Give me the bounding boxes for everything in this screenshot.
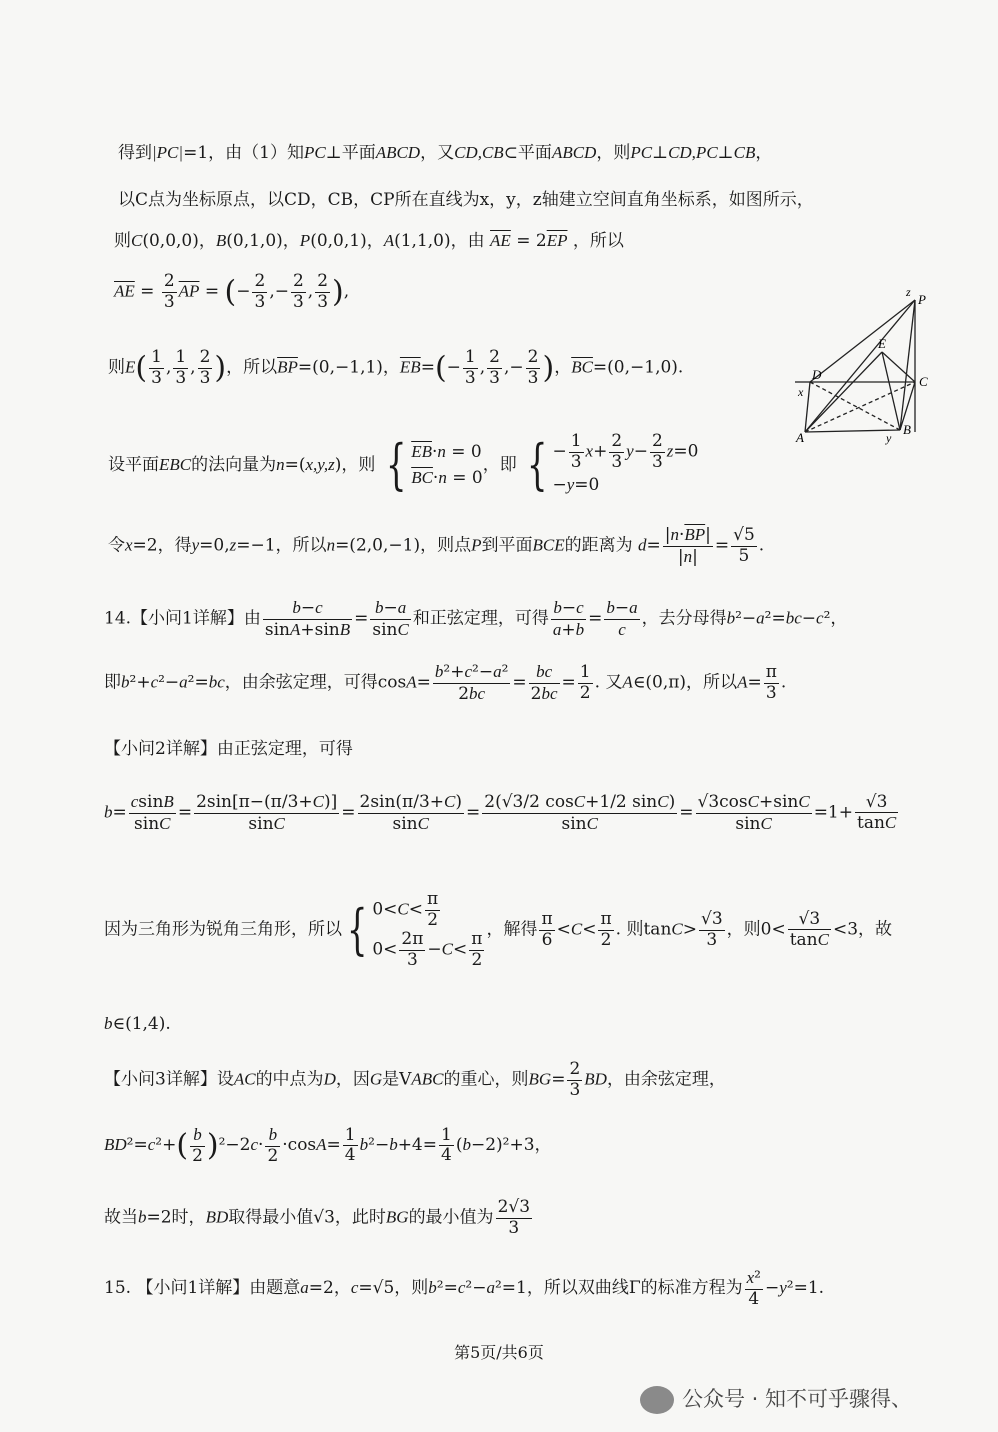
text-line-7: 令x=2，得y=0,z=−1，所以n=(2,0,−1)，则点P到平面BCE的距离为 d= $\frac{|n\cdot\overline{BP}|}{|n|}$ = $\frac{√5}{5}$ . (108, 525, 765, 567)
text-line-3: 则C(0,0,0)，B(0,1,0)，P(0,0,1)，A(1,1,0)，由 $\overline{AE} = 2\overline{EP}$ ，所以 (114, 231, 624, 251)
label-D: D (812, 367, 822, 382)
text-line-4: $\overline{AE}$ = $\frac{2}{3}$ $\overline{AP}$ = (− $\frac{2}{3}$ ,− $\frac{2}{3}$ , $\frac{2}{3}$ ), (114, 271, 350, 312)
text-line-13: b∈(1,4). (104, 1014, 171, 1034)
label-x: x (798, 385, 804, 399)
text-line-8: 14.【小问1详解】由 $\frac{b-c}{\sin A+\sin B}$ = $\frac{b-a}{\sin C}$ 和正弦定理，可得 $\frac{b-c}{a+b}$ = $\frac{b-a}{c}$ ，去分母得b²−a²=bc−c²， (104, 598, 848, 640)
label-B: B (903, 422, 911, 437)
label-C: C (919, 374, 928, 389)
watermark: 公众号 · 知不可乎骤得、 (640, 1383, 912, 1414)
page-footer: 第5页/共6页 (454, 1343, 544, 1362)
text-line-10: 【小问2详解】由正弦定理，可得 (104, 739, 353, 759)
wechat-icon (640, 1386, 674, 1414)
label-A: A (796, 430, 804, 445)
text-line-15: BD²=c²+( $\frac{b}{2}$ )²−2c· $\frac{b}{2}$ ·cosA= $\frac{1}{4}$ b²−b+4= $\frac{1}{4}$ (b−2)²+3， (104, 1124, 552, 1166)
text-line-9: 即b²+c²−a²=bc，由余弦定理，可得cosA= $\frac{\text{b²+c²−a²}}{2bc}$ = $\frac{bc}{2bc}$ = $\frac{1}{2}$ . 又A∈(0,π)，所以A= $\frac{\pi}{3}$ . (104, 662, 787, 704)
label-z: z (906, 285, 911, 299)
label-P: P (918, 292, 926, 307)
text-line-17: 15. 【小问1详解】由题意a=2，c=√5，则b²=c²−a²=1，所以双曲线Γ的标准方程为 $\frac{\text{x²}}{4}$ −y²=1. (104, 1268, 825, 1309)
text-line-1: 得到|PC|=1，由（1）知PC⊥平面ABCD，又CD,CB⊂平面ABCD，则PC⊥CD,PC⊥CB， (118, 143, 773, 163)
text-line-16: 故当b=2时，BD取得最小值√3，此时BG的最小值为 $\frac{2√3}{3}$ (104, 1197, 531, 1238)
label-y: y (886, 431, 892, 445)
text-line-2: 以C点为坐标原点，以CD，CB，CP所在直线为x，y，z轴建立空间直角坐标系，如图所示， (118, 190, 814, 210)
text-line-5: 则E( $\frac{1}{3}$ , $\frac{1}{3}$ , $\frac{2}{3}$ )，所以$\overline{BP}=(0,-1,1)$，$\overline{EB}=(-$ $\frac{1}{3}$ , $\frac{2}{3}$ ,− $\frac{2}{3}$ )，$\overline{BC}=(0,-1,0)$. (108, 347, 684, 388)
text-line-11: b= $\frac{csinB}{\sin C}$ = $\frac{2\sin[\pi-(\pi/3+C)]}{\sin C}$ = $\frac{2\sin(\pi/3+C)}{\sin C}$ = $\frac{2(√3/2 \cos C+1/2 \sin C)}{\sin C}$ = $\frac{√3\cos C+\sin C}{\sin C}$ =1+ $\frac{√3}{\tan C}$ (104, 791, 897, 834)
text-line-12: 因为三角形为锐角三角形，所以{ 0<C< $\frac{\pi}{2}$ 0< $\frac{2\pi}{3}$ −C< $\frac{\pi}{2}$ ，解得 $\frac{\pi}{6}$ <C< $\frac{\pi}{2}$ . 则tanC> $\frac{√3}{3}$ ，则0< $\frac{√3}{\tan C}$ <3，故 (104, 889, 893, 970)
text-line-6: 设平面EBC的法向量为n=(x,y,z)，则 { $\overline{EB}\cdot n = 0$ $\overline{BC}\cdot n = 0$ ，即 { − $\frac{1}{3}$ x+ $\frac{2}{3}$ y− $\frac{2}{3}$ z=0 −y=0 (108, 431, 699, 497)
pyramid-figure (790, 282, 940, 452)
label-E: E (878, 336, 886, 351)
text-line-14: 【小问3详解】设AC的中点为D，因G是VABC的重心，则BG= $\frac{2}{3}$ BD，由余弦定理， (104, 1059, 726, 1100)
